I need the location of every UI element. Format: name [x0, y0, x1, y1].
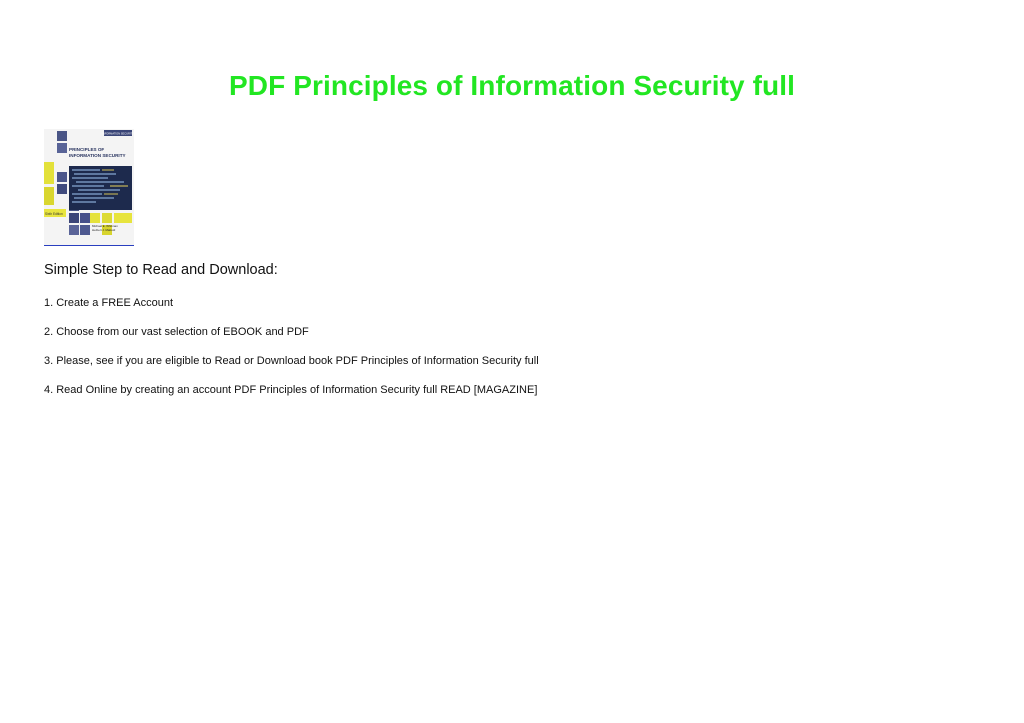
step-item: 3. Please, see if you are eligible to Read or Download book PDF Principles of Information Security full — [44, 355, 539, 367]
svg-text:Herbert J. Mattord: Herbert J. Mattord — [92, 228, 116, 232]
steps-heading: Simple Step to Read and Download: — [44, 262, 278, 278]
book-cover-image — [44, 129, 134, 245]
svg-text:INFORMATION SECURITY: INFORMATION SECURITY — [69, 153, 126, 158]
svg-text:PRINCIPLES OF: PRINCIPLES OF — [69, 147, 105, 152]
step-item: 2. Choose from our vast selection of EBOOK and PDF — [44, 326, 309, 338]
svg-text:Michael E. Whitman: Michael E. Whitman — [92, 224, 118, 228]
svg-text:INFORMATION SECURITY: INFORMATION SECURITY — [102, 132, 134, 136]
svg-text:Sixth Edition: Sixth Edition — [45, 212, 63, 216]
page-title: PDF Principles of Information Security full — [229, 70, 795, 101]
step-item: 4. Read Online by creating an account PDF Principles of Information Security full READ [MAGAZINE] — [44, 384, 538, 396]
step-item: 1. Create a FREE Account — [44, 297, 174, 309]
book-cover-link[interactable] — [44, 129, 134, 246]
